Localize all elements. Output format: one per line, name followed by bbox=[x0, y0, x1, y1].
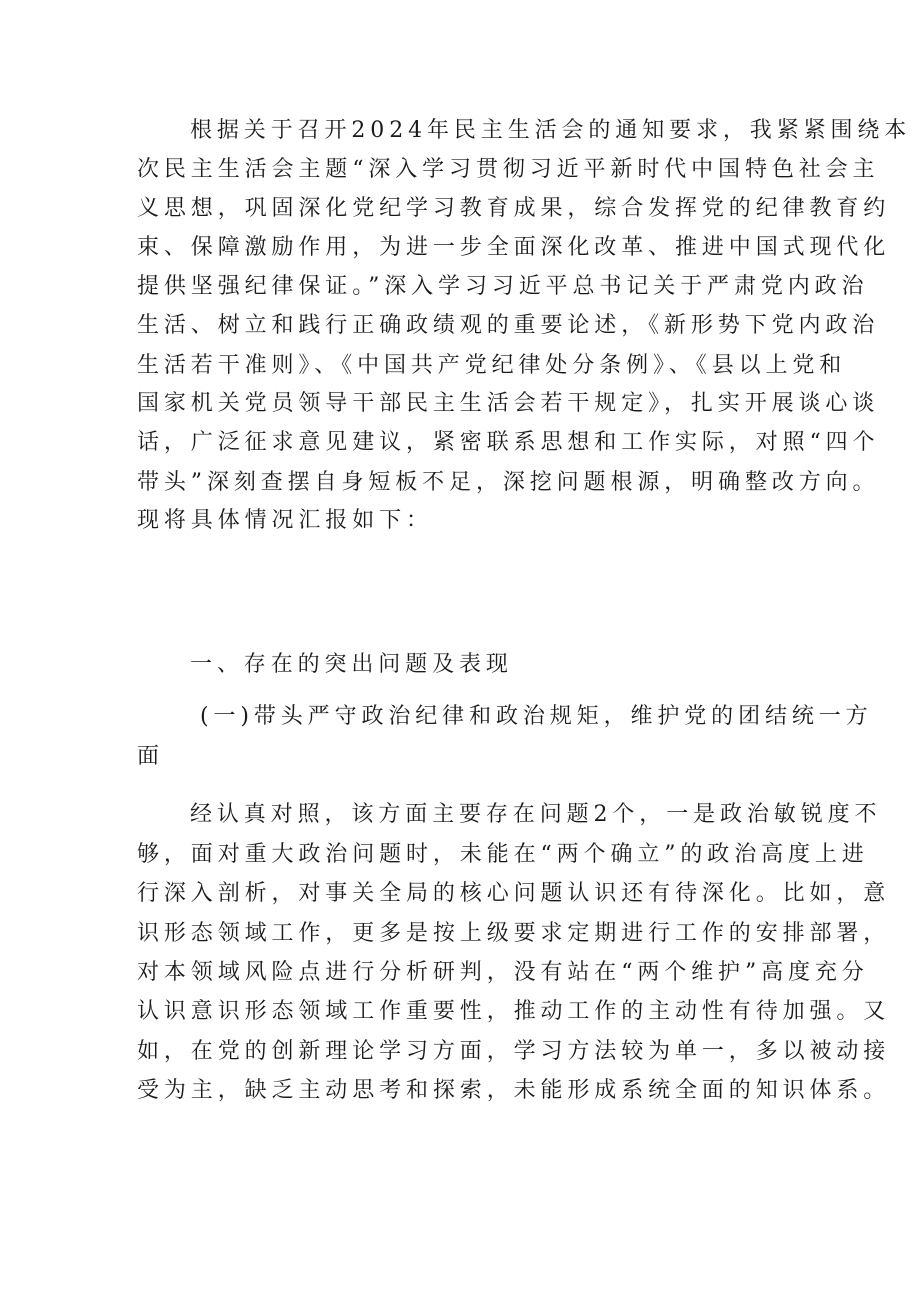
intro-line-2: 次民主生活会主题“深入学习贯彻习近平新时代中国特色社会主 bbox=[137, 157, 880, 182]
body-line-2: 够，面对重大政治问题时，未能在“两个确立”的政治高度上进 bbox=[137, 842, 869, 867]
intro-line-9: 话，广泛征求意见建议，紧密联系思想和工作实际，对照“四个 bbox=[137, 430, 880, 455]
intro-line-11: 现将具体情况汇报如下： bbox=[137, 508, 433, 533]
body-line-6: 认识意识形态领域工作重要性，推动工作的主动性有待加强。又 bbox=[137, 999, 891, 1024]
intro-line-3: 义思想，巩固深化党纪学习教育成果，综合发挥党的纪律教育约 bbox=[137, 196, 891, 221]
body-line-8: 受为主，缺乏主动思考和探索，未能形成系统全面的知识体系。 bbox=[137, 1078, 891, 1103]
subheading-line-1: (一)带头严守政治纪律和政治规矩，维护党的团结统一方 bbox=[200, 704, 873, 729]
intro-line-10: 带头”深刻查摆自身短板不足，深挖问题根源，明确整改方向。 bbox=[137, 470, 880, 495]
intro-line-1: 根据关于召开2024年民主生活会的通知要求，我紧紧围绕本 bbox=[190, 118, 912, 143]
intro-line-8: 国家机关党员领导干部民主生活会若干规定》，扎实开展谈心谈 bbox=[137, 391, 880, 416]
body-line-5: 对本领域风险点进行分析研判，没有站在“两个维护”高度充分 bbox=[137, 960, 869, 985]
body-line-7: 如，在党的创新理论学习方面，学习方法较为单一，多以被动接 bbox=[137, 1039, 891, 1064]
intro-line-5: 提供坚强纪律保证。”深入学习习近平总书记关于严肃党内政治 bbox=[137, 274, 869, 299]
intro-line-6: 生活、树立和践行正确政绩观的重要论述，《新形势下党内政治 bbox=[137, 313, 880, 338]
body-line-3: 行深入剖析，对事关全局的核心问题认识还有待深化。比如，意 bbox=[137, 881, 891, 906]
intro-line-7: 生活若干准则》、《中国共产党纪律处分条例》、《县以上党和 bbox=[137, 353, 847, 378]
body-line-4: 识形态领域工作，更多是按上级要求定期进行工作的安排部署， bbox=[137, 921, 891, 946]
subheading-line-2: 面 bbox=[137, 744, 164, 769]
intro-line-4: 束、保障激励作用，为进一步全面深化改革、推进中国式现代化 bbox=[137, 235, 891, 260]
section-heading: 一、存在的突出问题及表现 bbox=[190, 652, 513, 677]
body-line-1: 经认真对照，该方面主要存在问题2个，一是政治敏锐度不 bbox=[190, 802, 882, 827]
